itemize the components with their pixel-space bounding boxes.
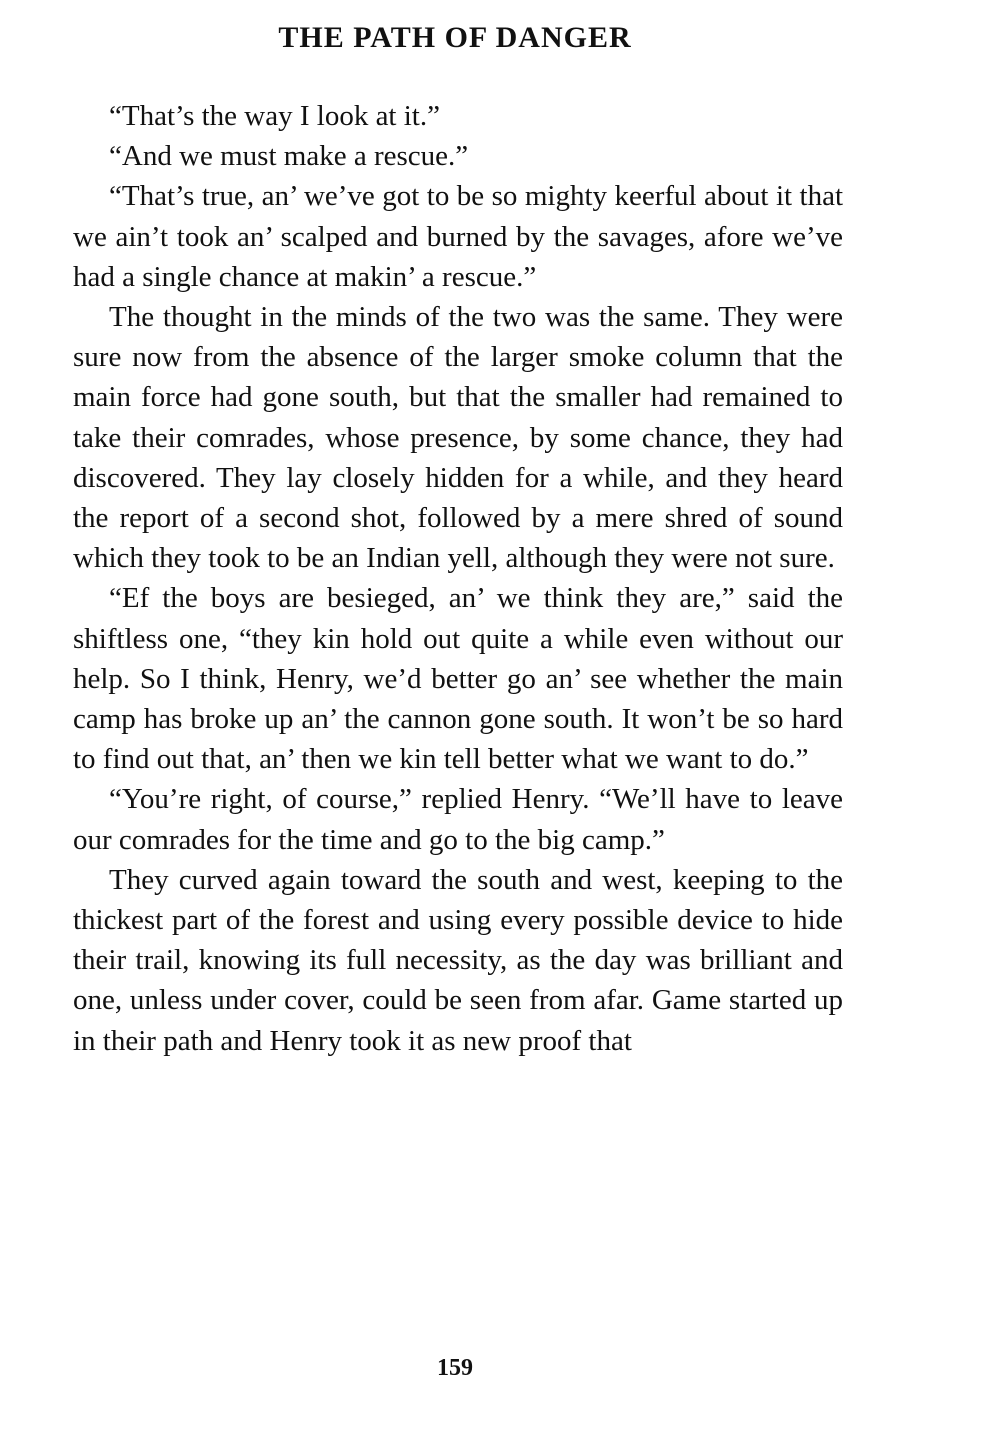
paragraph: “That’s the way I look at it.” (109, 100, 440, 132)
body-text (73, 96, 843, 1061)
running-head-title: THE PATH OF DANGER (278, 21, 632, 54)
page-number: 159 (437, 1355, 473, 1381)
paragraph: The thought in the minds of the two was the same. They were sure now from the absence of the larger smoke column that the main force had gone south, but that the smaller had remained to take their comrades, whose presence, by some chance, they had discovered. They lay closely hidden for a while, and they heard the report of a second shot, followed by a mere shred of sound which they took to be an Indian yell, although they were not sure. (73, 301, 843, 575)
paragraph: They curved again toward the south and west, keeping to the thickest part of the forest and using every possible device to hide their trail, knowing its full necessity, as the day was brilliant and one, unless under cover, could be seen from afar. Game started up in their path and Henry took it as new proof that (73, 863, 843, 1057)
paragraph: “And we must make a rescue.” (109, 140, 469, 173)
paragraph: “Ef the boys are besieged, an’ we think they are,” said the shiftless one, “they kin hold out quite a while even without our help. So I think, Henry, we’d better go an’ see whether the main camp has broke up an’ the cannon gone south. It won’t be so hard to find out that, an’ then we kin tell better what we want to do.” (73, 582, 843, 776)
paragraph: “You’re right, of course,” replied Henry. “We’ll have to leave our comrades for the time and go to the big camp.” (73, 783, 843, 856)
paragraph: “That’s true, an’ we’ve got to be so mighty keerful about it that we ain’t took an’ scalped and burned by the savages, afore we’ve had a single chance at makin’ a rescue.” (73, 180, 843, 293)
